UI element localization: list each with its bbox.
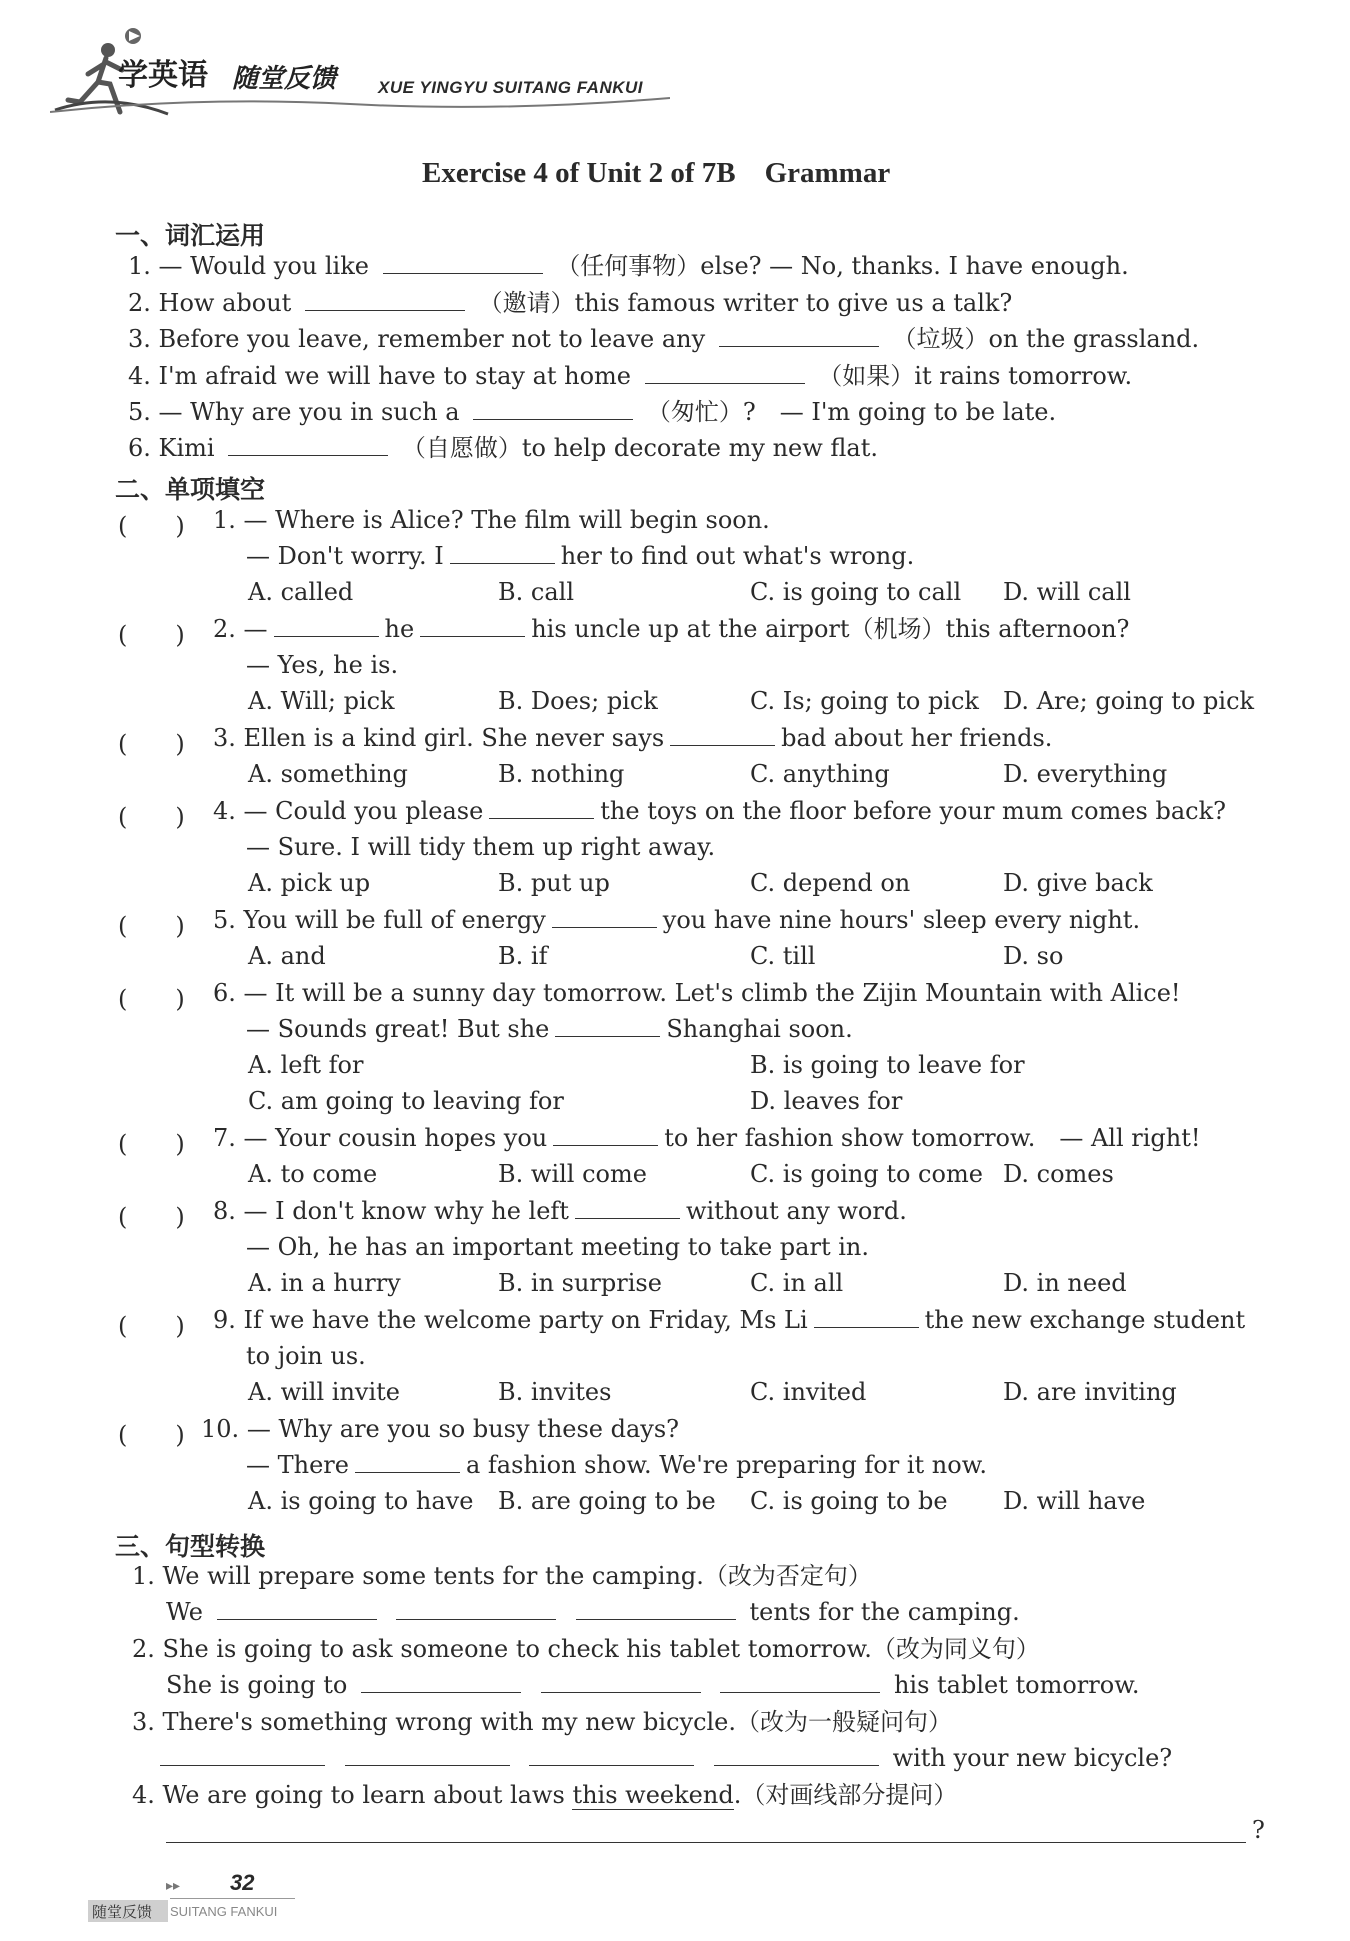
item-number: 6. <box>128 434 151 462</box>
question-number: 5. <box>213 906 236 934</box>
item-hint: （任何事物）else? — No, thanks. I have enough. <box>556 252 1129 280</box>
item-text: We will prepare some tents for the camping.（改为否定句） <box>162 1562 872 1590</box>
answer-blank[interactable] <box>529 1743 694 1766</box>
option-b[interactable]: B. Does; pick <box>498 687 658 715</box>
item-number: 1. <box>128 252 151 280</box>
answer-blank[interactable] <box>541 1670 701 1693</box>
answer-suffix: ? <box>1252 1816 1265 1844</box>
answer-suffix: with your new bicycle? <box>892 1744 1173 1772</box>
item-text: We are going to learn about laws <box>162 1781 565 1809</box>
answer-blank[interactable] <box>719 324 879 347</box>
answer-blank[interactable] <box>670 723 775 746</box>
footer-label-en: SUITANG FANKUI <box>170 1904 278 1919</box>
option-b[interactable]: B. put up <box>498 869 610 897</box>
question-text: a fashion show. We're preparing for it now. <box>465 1451 988 1479</box>
answer-blank[interactable] <box>489 796 594 819</box>
answer-blank[interactable] <box>575 1196 680 1219</box>
answer-blank[interactable] <box>720 1670 880 1693</box>
option-a[interactable]: A. Will; pick <box>248 687 395 715</box>
option-c[interactable]: C. in all <box>750 1269 844 1297</box>
item-text: Before you leave, remember not to leave any <box>158 325 706 353</box>
header-swoosh <box>50 90 670 120</box>
logo-text-cn-2: 随堂反馈 <box>232 64 337 94</box>
footer-label-cn: 随堂反馈 <box>92 1903 153 1921</box>
answer-paren[interactable]: ( ) <box>118 621 185 649</box>
item-text: — Why are you in such a <box>158 398 460 426</box>
item-hint: （匆忙）? — I'm going to be late. <box>646 398 1057 426</box>
s1-item-1 <box>128 250 1129 282</box>
item-number: 4. <box>128 362 151 390</box>
item-number: 3. <box>132 1708 155 1736</box>
question-text: You will be full of energy <box>243 906 546 934</box>
answer-paren[interactable]: ( ) <box>118 1421 185 1449</box>
answer-blank[interactable] <box>383 251 543 274</box>
question-text: — There <box>246 1451 349 1479</box>
answer-paren[interactable]: ( ) <box>118 1130 185 1158</box>
question-number: 6. <box>213 979 236 1007</box>
logo-text-cn: 学英语 <box>118 58 208 93</box>
option-b[interactable]: B. nothing <box>498 760 625 788</box>
item-hint: （自愿做）to help decorate my new flat. <box>401 434 879 462</box>
option-d[interactable]: D. will have <box>1003 1487 1146 1515</box>
question-number: 10. <box>201 1415 240 1443</box>
question-text: — It will be a sunny day tomorrow. Let's climb the Zijin Mountain with Alice! <box>243 979 1181 1007</box>
option-a[interactable]: A. called <box>248 578 354 606</box>
page-title: Exercise 4 of Unit 2 of 7B Grammar <box>422 157 891 189</box>
question-text: Shanghai soon. <box>666 1015 853 1043</box>
question-text: — Sounds great! But she <box>246 1015 550 1043</box>
answer-suffix: tents for the camping. <box>749 1598 1020 1626</box>
item-number: 5. <box>128 398 151 426</box>
section3-heading: 三、句型转换 <box>115 1532 266 1561</box>
option-c[interactable]: C. is going to be <box>750 1487 948 1515</box>
answer-blank[interactable] <box>345 1743 510 1766</box>
question-number: 9. <box>213 1306 236 1334</box>
item-number: 1. <box>132 1562 155 1590</box>
option-a[interactable]: A. in a hurry <box>248 1269 401 1297</box>
question-number: 3. <box>213 724 236 752</box>
question-number: 7. <box>213 1124 236 1152</box>
item-text: Kimi <box>158 434 215 462</box>
option-b[interactable]: B. in surprise <box>498 1269 662 1297</box>
answer-blank[interactable] <box>361 1670 521 1693</box>
option-a[interactable]: A. and <box>248 942 326 970</box>
option-a[interactable]: A. something <box>248 760 408 788</box>
option-c[interactable]: C. is going to come <box>750 1160 983 1188</box>
answer-blank[interactable] <box>228 433 388 456</box>
answer-paren[interactable]: ( ) <box>118 985 185 1013</box>
option-c[interactable]: C. till <box>750 942 816 970</box>
answer-blank[interactable] <box>555 1014 660 1037</box>
answer-paren[interactable]: ( ) <box>118 803 185 831</box>
question-text: his uncle up at the airport（机场）this afternoon? <box>531 615 1130 643</box>
footer-divider <box>170 1898 295 1899</box>
item-number: 4. <box>132 1781 155 1809</box>
answer-blank[interactable] <box>552 905 657 928</box>
question-text: to her fashion show tomorrow. — All right! <box>664 1124 1201 1152</box>
item-hint: （邀请）this famous writer to give us a talk? <box>478 289 1013 317</box>
question-text: the toys on the floor before your mum comes back? <box>600 797 1226 825</box>
option-d[interactable]: D. give back <box>1003 869 1153 897</box>
option-b[interactable]: B. are going to be <box>498 1487 716 1515</box>
item-number: 2. <box>128 289 151 317</box>
option-d[interactable]: D. in need <box>1003 1269 1127 1297</box>
item-text: — Would you like <box>158 252 369 280</box>
answer-blank[interactable] <box>645 361 805 384</box>
option-b[interactable]: B. invites <box>498 1378 612 1406</box>
question-number: 4. <box>213 797 236 825</box>
question-text: — Sure. I will tidy them up right away. <box>246 833 716 861</box>
question-text: bad about her friends. <box>781 724 1053 752</box>
item-text: How about <box>158 289 292 317</box>
option-d[interactable]: D. leaves for <box>750 1087 903 1115</box>
s1-item-4 <box>128 360 1132 392</box>
question-text: to join us. <box>246 1342 366 1370</box>
question-text: Ellen is a kind girl. She never says <box>243 724 665 752</box>
answer-paren[interactable]: ( ) <box>118 1203 185 1231</box>
answer-blank[interactable] <box>396 1597 556 1620</box>
item-hint: （如果）it rains tomorrow. <box>818 362 1133 390</box>
section1-heading: 一、词汇运用 <box>115 221 266 250</box>
page-number: 32 <box>230 1870 255 1895</box>
option-d[interactable]: D. comes <box>1003 1160 1114 1188</box>
question-text: you have nine hours' sleep every night. <box>662 906 1141 934</box>
question-text: — Why are you so busy these days? <box>246 1415 680 1443</box>
answer-paren[interactable]: ( ) <box>118 512 185 540</box>
option-c[interactable]: C. anything <box>750 760 890 788</box>
answer-blank[interactable] <box>473 397 633 420</box>
option-c[interactable]: C. depend on <box>750 869 911 897</box>
option-d[interactable]: D. everything <box>1003 760 1168 788</box>
option-b[interactable]: B. call <box>498 578 574 606</box>
s1-item-6 <box>128 432 878 464</box>
answer-blank[interactable] <box>420 614 525 637</box>
answer-line[interactable] <box>166 1842 1246 1843</box>
answer-suffix: his tablet tomorrow. <box>893 1671 1140 1699</box>
answer-prefix: We <box>166 1598 203 1626</box>
item-number: 3. <box>128 325 151 353</box>
question-text: — Oh, he has an important meeting to take part in. <box>246 1233 869 1261</box>
answer-blank[interactable] <box>450 541 555 564</box>
item-text: I'm afraid we will have to stay at home <box>158 362 632 390</box>
option-d[interactable]: D. so <box>1003 942 1064 970</box>
answer-prefix: She is going to <box>166 1671 348 1699</box>
question-number: 8. <box>213 1197 236 1225</box>
answer-blank[interactable] <box>217 1597 377 1620</box>
answer-blank[interactable] <box>160 1743 325 1766</box>
footer-label-box <box>88 1900 168 1922</box>
option-c[interactable]: C. am going to leaving for <box>248 1087 564 1115</box>
item-text: She is going to ask someone to check his tablet tomorrow.（改为同义句） <box>162 1635 1040 1663</box>
section2-heading: 二、单项填空 <box>115 475 266 504</box>
s1-item-3 <box>128 323 1199 355</box>
logo-text-en: XUE YINGYU SUITANG FANKUI <box>378 78 644 97</box>
answer-blank[interactable] <box>274 614 379 637</box>
answer-blank[interactable] <box>305 288 465 311</box>
option-b[interactable]: B. will come <box>498 1160 647 1188</box>
question-number: 1. <box>213 506 236 534</box>
s1-item-5 <box>128 396 1056 428</box>
underlined-phrase: this weekend <box>572 1781 734 1809</box>
question-text: — Yes, he is. <box>246 651 399 679</box>
question-number: 2. <box>213 615 236 643</box>
question-text: — Don't worry. I <box>246 542 444 570</box>
option-c[interactable]: C. is going to call <box>750 578 962 606</box>
answer-blank[interactable] <box>714 1743 879 1766</box>
question-text: the new exchange student <box>924 1306 1246 1334</box>
answer-paren[interactable]: ( ) <box>118 1312 185 1340</box>
option-c[interactable]: C. invited <box>750 1378 867 1406</box>
question-text: — I don't know why he left <box>243 1197 569 1225</box>
option-d[interactable]: D. are inviting <box>1003 1378 1177 1406</box>
answer-blank[interactable] <box>355 1450 460 1473</box>
answer-paren[interactable]: ( ) <box>118 912 185 940</box>
option-a[interactable]: A. will invite <box>248 1378 401 1406</box>
answer-paren[interactable]: ( ) <box>118 730 185 758</box>
answer-blank[interactable] <box>553 1123 658 1146</box>
option-a[interactable]: A. pick up <box>248 869 371 897</box>
question-text: — Your cousin hopes you <box>243 1124 548 1152</box>
question-text: — Where is Alice? The film will begin soon. <box>243 506 770 534</box>
s1-item-2 <box>128 287 1012 319</box>
question-text: her to find out what's wrong. <box>560 542 915 570</box>
option-c[interactable]: C. Is; going to pick <box>750 687 979 715</box>
option-a[interactable]: A. to come <box>248 1160 378 1188</box>
question-text: — <box>243 615 268 643</box>
answer-blank[interactable] <box>814 1305 919 1328</box>
question-text: he <box>384 615 415 643</box>
question-text: If we have the welcome party on Friday, Ms Li <box>243 1306 808 1334</box>
option-a[interactable]: A. left for <box>248 1051 364 1079</box>
arrow-icon: ▸▸ <box>166 1878 181 1894</box>
item-text: There's something wrong with my new bicycle.（改为一般疑问句） <box>162 1708 953 1736</box>
option-a[interactable]: A. is going to have <box>248 1487 474 1515</box>
answer-blank[interactable] <box>576 1597 736 1620</box>
question-text: — Could you please <box>243 797 484 825</box>
item-hint: （垃圾）on the grassland. <box>892 325 1200 353</box>
item-number: 2. <box>132 1635 155 1663</box>
option-b[interactable]: B. is going to leave for <box>750 1051 1025 1079</box>
option-d[interactable]: D. will call <box>1003 578 1131 606</box>
question-text: without any word. <box>685 1197 907 1225</box>
option-b[interactable]: B. if <box>498 942 548 970</box>
item-text: .（对画线部分提问） <box>733 1781 958 1809</box>
option-d[interactable]: D. Are; going to pick <box>1003 687 1255 715</box>
